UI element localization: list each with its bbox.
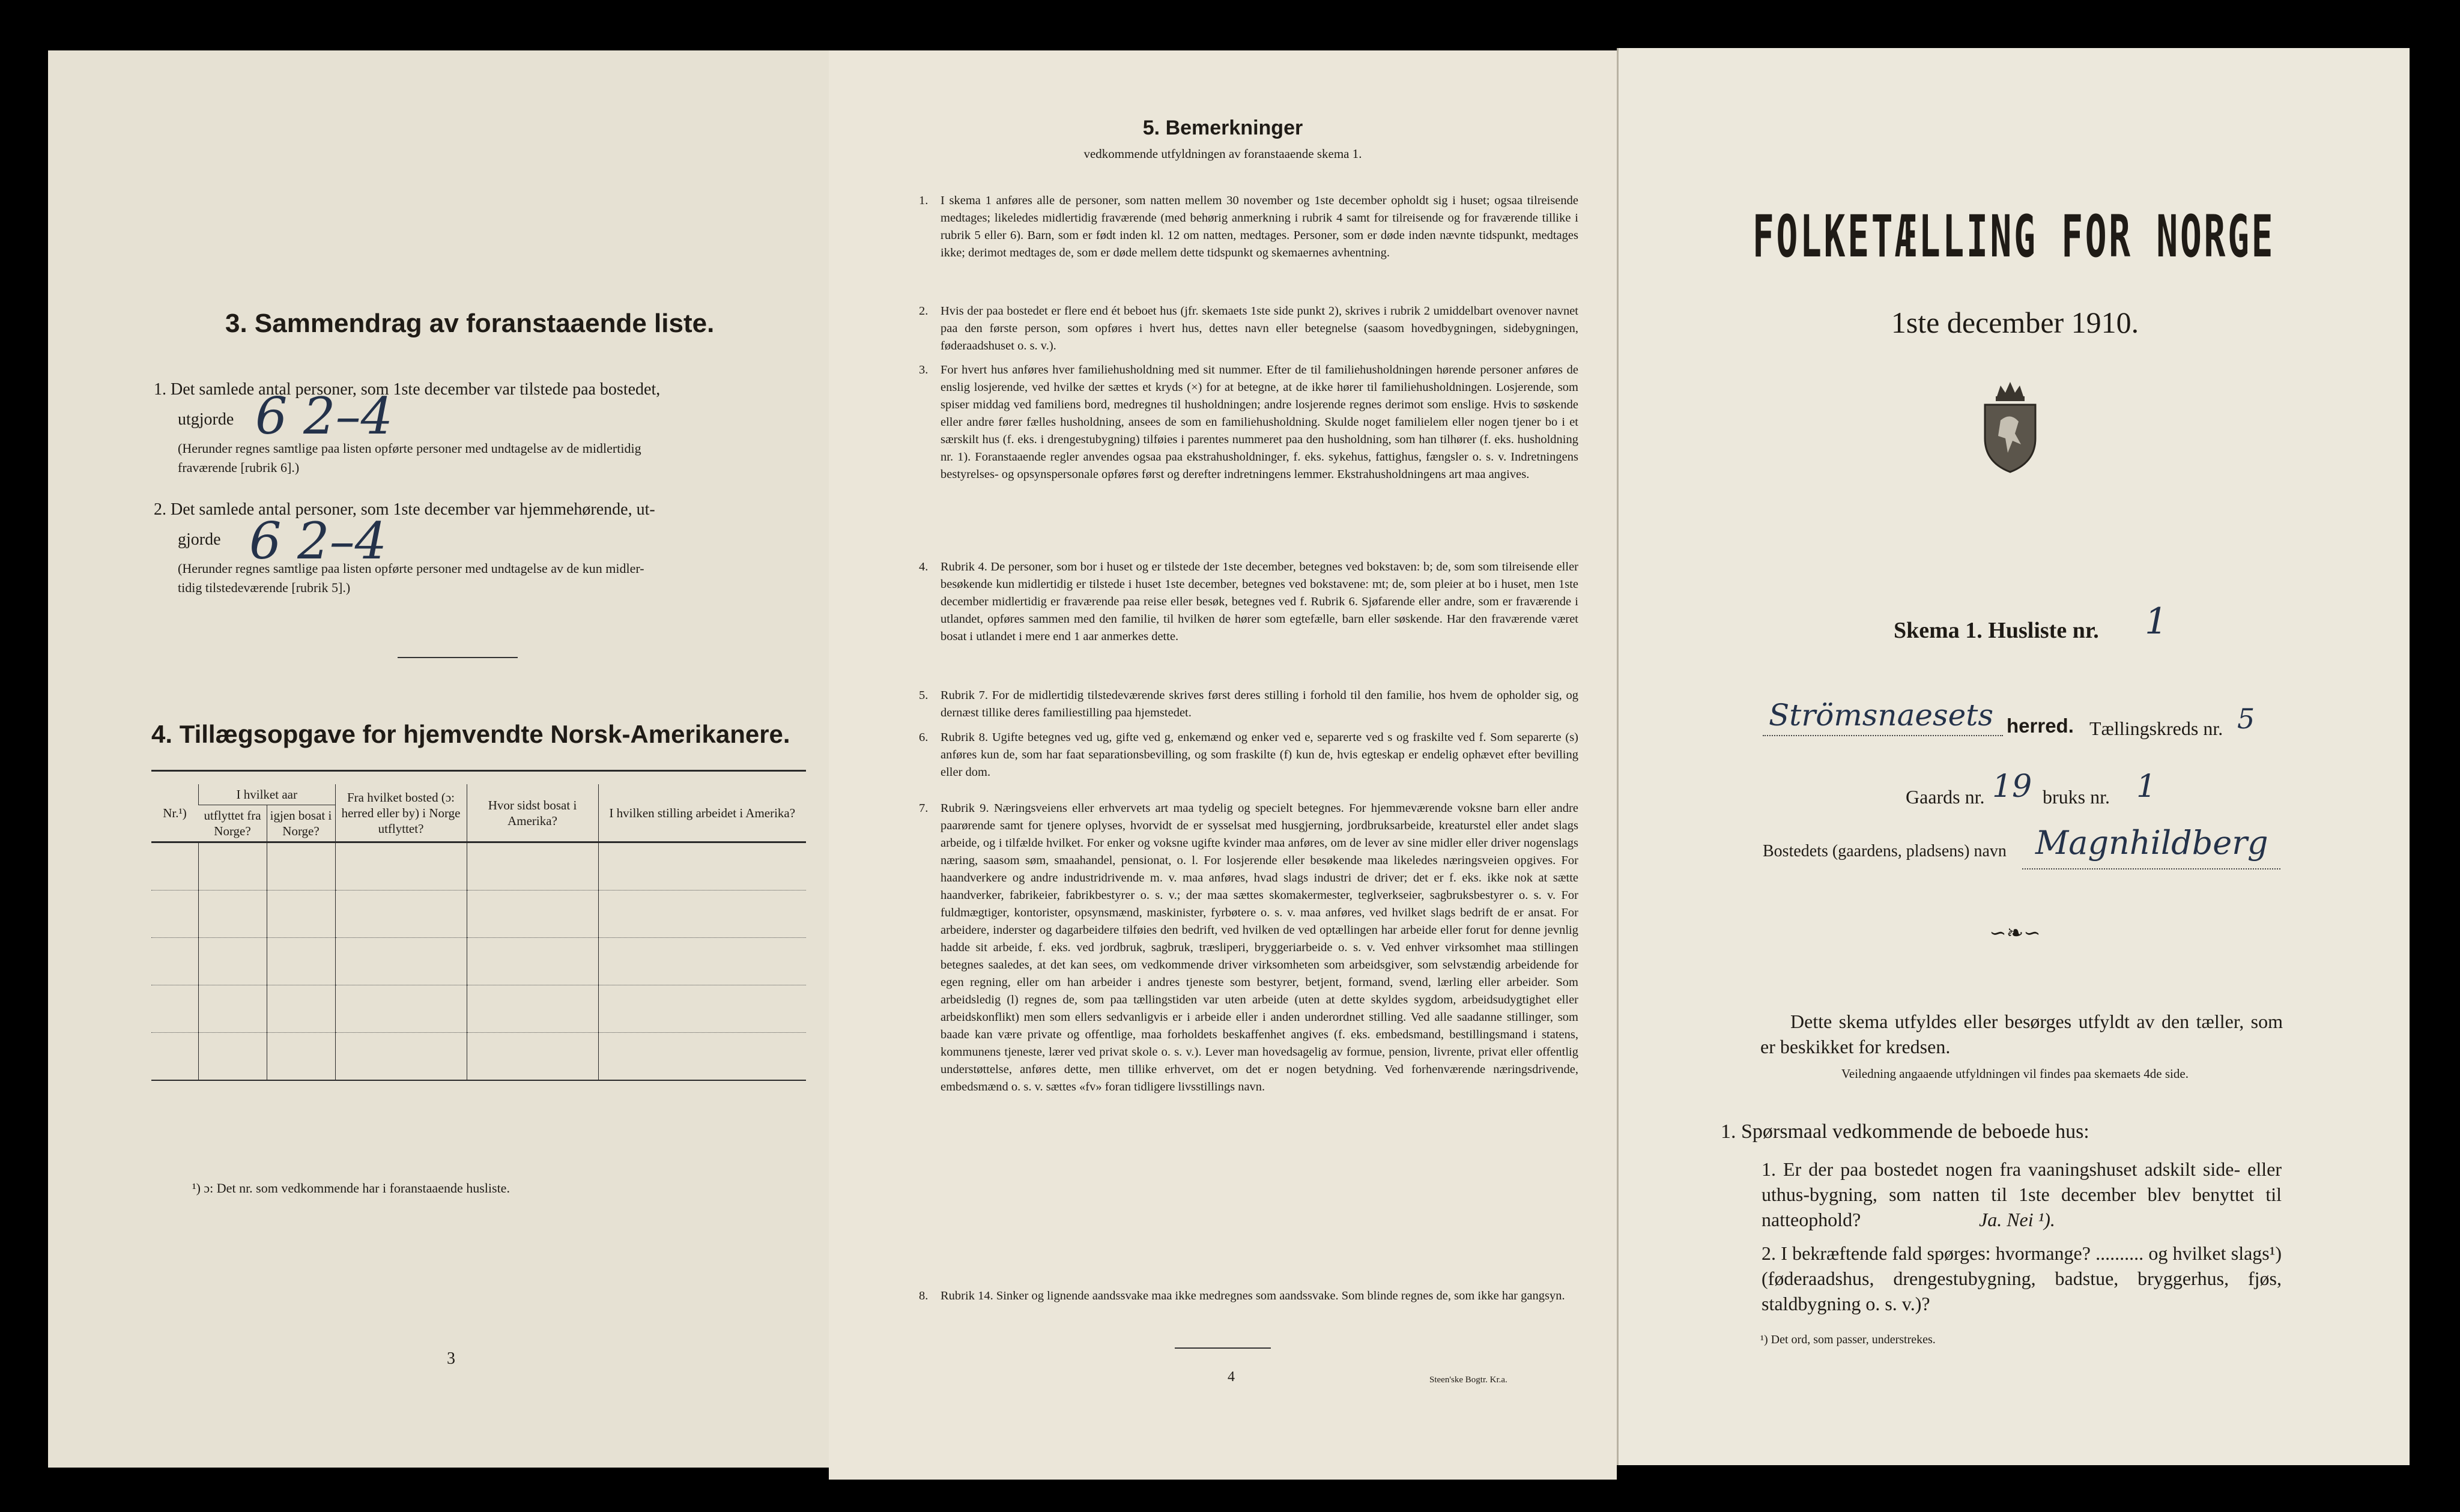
herred-handwritten: Strömsnaesets	[1769, 698, 1994, 733]
section-5-subheading: vedkommende utfyldningen av foranstaaende skema 1.	[1083, 147, 1362, 161]
divider	[1175, 1347, 1271, 1349]
coat-of-arms-icon	[1979, 378, 2041, 474]
page-1-cover	[1617, 48, 2410, 1465]
norsk-amerikanere-table	[151, 784, 806, 1081]
q1-note-line1: (Herunder regnes samtlige paa listen opførte personer med undtagelse av de midlertidig	[178, 441, 641, 456]
gaards-nr-handwritten: 19	[1992, 769, 2032, 805]
bosted-label: Bostedets (gaardens, pladsens) navn	[1763, 842, 2007, 860]
remark-item-7: 7. Rubrik 9. Næringsveiens eller erhvervets art maa tydelig og specielt betegnes. For hjemmeværende voksne barn eller andre paarørende samt for tjenere oplyses, hvorvidt de er sysselsat med husgjerning, jordbruksarbeide, kreaturstel eller andet slags arbeide, og i tilfælde hvilket. For enker og voksne ugifte kvinder maa anføres, om de lever av sine midler eller driver nogenslags næring, saasom søm, smaahandel, pensionat, o. l. For losjerende eller besøkende maa likeledes næringsveien opgives. For haandverkere og andre industridrivende m. v. maa anføres, hvad slags industri de driver; det er f. eks. ikke nok at sætte haandverker, fabrikeier, fabrikbestyrer o. s. v.; der maa sættes skomakermester, teglverkseier, sagbruksbestyrer o. s. v. For fuldmægtiger, kontorister, opsynsmænd, maskinister, fyrbøtere o. s. v. maa anføres, ved hvilket slags bedrift de er ansat. For arbeidere, inderster og dagarbeidere tilføies den bedrift, ved hvilken de ved optællingen har arbeide eller forut for denne jevnlig hadde sit arbeide, f. eks. ved jordbruk, sagbruk, træsliperi, bryggeriarbeide o. s. v. Ved enhver virksomhet maa stillingen betegnes saaledes, at det kan sees, om vedkommende driver virksomheten som arbeidsgiver, som selvstændig arbeidende for egen regning, eller om han arbeider i andres tjeneste som bestyrer, betjent, formand, svend, lærling eller arbeider. Som arbeidsledig (l) regnes de, som paa tællingstiden var uten arbeide (uten at dette skyldes sygdom, arbeidsudygtighet eller arbeidskonflikt) men som ellers sedvanligvis er i arbeide eller i anden underordnet stilling. Ved alle saadanne stillinger, som baade kan være private og offentlige, maa forholdets beskaffenhet angives (f. eks. embedsmand, bestillingsmand i statens, kommunens tjeneste, lærer ved privat skole o. s. v.). Lever man hovedsagelig av formue, pension, livrente, privat eller offentlig understøttelse, anføres dette, men tillike erhvervet, om det er nogen betydning. Ved forhenværende næringsdrivende, embedsmænd o. s. v. sættes «fv» foran tidligere livsstillings navn.	[919, 802, 1578, 1093]
section-3-heading: 3. Sammendrag av foranstaaende liste.	[225, 309, 715, 338]
page-4	[829, 50, 1617, 1480]
page-number: 3	[447, 1349, 455, 1368]
footnote: ¹) Det ord, som passer, understrekes.	[1760, 1333, 1936, 1346]
table-footnote: ¹) ɔ: Det nr. som vedkommende har i foranstaaende husliste.	[192, 1181, 510, 1196]
table-row	[151, 842, 806, 891]
question-heading: 1. Spørsmaal vedkommende de beboede hus:	[1721, 1120, 2089, 1143]
gaards-label: Gaards nr.	[1906, 786, 1985, 808]
q2-note-line2: tidig tilstedeværende [rubrik 5].)	[178, 580, 351, 595]
section-4-heading: 4. Tillægsopgave for hjemvendte Norsk-Amerikanere.	[151, 720, 790, 748]
question-1: 1. Er der paa bostedet nogen fra vaaningshuset adskilt side- eller uthus-bygning, som natten til 1ste december blev benyttet til natteophold?	[1762, 1158, 2282, 1230]
table-row	[151, 891, 806, 938]
krets-label: Tællingskreds nr.	[2089, 718, 2223, 739]
table-row	[151, 1033, 806, 1081]
q1-text: 1. Det samlede antal personer, som 1ste december var tilstede paa bostedet,	[154, 380, 661, 399]
remark-item-1: 1. I skema 1 anføres alle de personer, som natten mellem 30 november og 1ste december opholdt sig i huset; ogsaa tilreisende medtages; likeledes midlertidig fraværende (med behørig anmerkning i rubrik 4 samt for tilreisende og for fraværende tillike i rubrik 5 eller 6). Barn, som er født inden kl. 12 om natten, medtages. Personer, som er døde inden nævnte tidspunkt, medtages ikke; derimot medtages de, som er døde mellem dette tidspunkt og skemaernes avhentning.	[919, 194, 1578, 259]
bruks-label: bruks nr.	[2043, 786, 2110, 808]
table-row	[151, 938, 806, 985]
remark-item-6: 6. Rubrik 8. Ugifte betegnes ved ug, gifte ved g, enkemænd og enker ved e, separerte ved s og fraskilte ved f. Som separerte (s) anføres kun de, som har faat separationsbevilling, og som fraskilte (f) kun de, hvis egteskap er endelig ophævet efter bevilling eller dom.	[919, 731, 1578, 779]
col-header-bosted: Fra hvilket bosted (ɔ: herred eller by) i Norge utflyttet?	[335, 784, 467, 842]
printer-imprint: Steen'ske Bogtr. Kr.a.	[1429, 1375, 1507, 1385]
col-header-nr: Nr.¹)	[151, 784, 199, 842]
husliste-nr-handwritten: 1	[2145, 600, 2168, 643]
remark-item-2: 2. Hvis der paa bostedet er flere end ét beboet hus (jfr. skemaets 1ste side punkt 2), skrives i rubrik 2 umiddelbart ovenover navnet paa den første person, som opføres i hvert hus, dettes navn eller betegnelse (saasom hovedbygningen, sidebygningen, føderaadshuset o. s. v.).	[919, 304, 1578, 352]
q1-note-line2: fraværende [rubrik 6].)	[178, 460, 300, 475]
form-title: FOLKETÆLLING FOR NORGE	[1753, 203, 2276, 270]
col-header-utflyttet: utflyttet fra Norge?	[199, 805, 267, 842]
bruks-nr-handwritten: 1	[2136, 769, 2157, 805]
q2-text: 2. Det samlede antal personer, som 1ste december var hjemmehørende, ut-	[154, 500, 655, 519]
col-header-stilling: I hvilken stilling arbeidet i Amerika?	[598, 784, 806, 842]
remark-item-5: 5. Rubrik 7. For de midlertidig tilstedeværende skrives først deres stilling i forhold til den familie, hos hvem de opholder sig, og dernæst tillike deres familiestilling paa hjemstedet.	[919, 689, 1578, 719]
ornament: ∽❧∽	[1989, 922, 2041, 945]
section-5-heading: 5. Bemerkninger	[1142, 116, 1303, 139]
q2-note-line1: (Herunder regnes samtlige paa listen opførte personer med undtagelse av de kun midler-	[178, 561, 644, 576]
intro-guidance: Veiledning angaaende utfyldningen vil findes paa skemaets 4de side.	[1841, 1066, 2189, 1081]
col-header-amerika-bosat: Hvor sidst bosat i Amerika?	[467, 784, 598, 842]
remark-item-8: 8. Rubrik 14. Sinker og lignende aandssvake maa ikke medregnes som aandssvake. Som blinde regnes de, som ikke har gangsyn.	[919, 1289, 1565, 1302]
bosted-handwritten: Magnhildberg	[2035, 824, 2268, 862]
herred-label: herred.	[2007, 715, 2074, 737]
divider	[398, 657, 518, 658]
remark-item-4: 4. Rubrik 4. De personer, som bor i huset og er tilstede der 1ste december, betegnes ved bokstaven: b; de, som som tilreisende eller besøkende kun midlertidig er tilstede i huset 1ste december, betegnes ved bokstavene: mt; de, som pleier at bo i huset, men 1ste december midlertidig er fraværende paa reise eller besøk, betegnes ved f. Rubrik 6. Sjøfarende eller andre, som er fraværende i utlandet, opføres sammen med den familie, til hvilken de hører som egtefælle, barn eller søskende. Har den fraværende været bosat i utlandet i mere end 1 aar anmerkes dette.	[919, 560, 1578, 643]
q1-handwritten-count: 6 2–4	[255, 387, 393, 446]
census-date: 1ste december 1910.	[1891, 306, 2139, 339]
q2-handwritten-count: 6 2–4	[249, 512, 387, 570]
schema-label: Skema 1. Husliste nr.	[1894, 618, 2099, 643]
q2-prefix: gjorde	[178, 530, 221, 549]
col-group-header-aar: I hvilket aar	[199, 784, 336, 805]
q1-prefix: utgjorde	[178, 410, 234, 429]
intro-text: Dette skema utfyldes eller besørges utfyldt av den tæller, som er beskikket for kredsen.	[1760, 1011, 2283, 1057]
table-top-rule	[151, 770, 806, 772]
question-1-answer: Ja. Nei ¹).	[1979, 1209, 2055, 1230]
herred-dotline	[1763, 735, 2003, 736]
table-row	[151, 985, 806, 1033]
remark-item-3: 3. For hvert hus anføres hver familiehusholdning med sit nummer. Efter de til familiehusholdningen hørende personer anføres de enslig losjerende, ved hvilke der sættes et kryds (×) for at betegne, at de ikke hører til familiehusholdningen. Losjerende, som spiser middag ved familiens bord, medregnes til husholdningen; andre losjerende regnes derimot som enslige. Hvis to søskende eller andre fører fælles husholdning, ansees de som en familiehusholdning. Skulde noget familielem eller nogen tjener bo i et særskilt hus (f. eks. i drengestubygning) tilføies i parentes nummeret paa den husholdning, som han tilhører (f. eks. husholdning nr. 1). Foranstaaende regler anvendes ogsaa paa ekstrahusholdninger, f. eks. sykehus, fattighus, fængsler o. s. v. Indretningens bestyrelses- og opsynspersonale opføres først og derefter indretningens lemmer. Ekstrahusholdningens art maa angives.	[919, 363, 1578, 481]
page-number: 4	[1228, 1369, 1235, 1385]
krets-nr-handwritten: 5	[2237, 703, 2255, 735]
page-3	[48, 50, 829, 1468]
col-header-igjen: igjen bosat i Norge?	[267, 805, 335, 842]
bosted-dotline	[2022, 868, 2280, 869]
question-2: 2. I bekræftende fald spørges: hvormange? .......... og hvilket slags¹) (føderaadshus, drengestubygning, badstue, bryggerhus, fjøs, staldbygning o. s. v.)?	[1762, 1242, 2282, 1314]
